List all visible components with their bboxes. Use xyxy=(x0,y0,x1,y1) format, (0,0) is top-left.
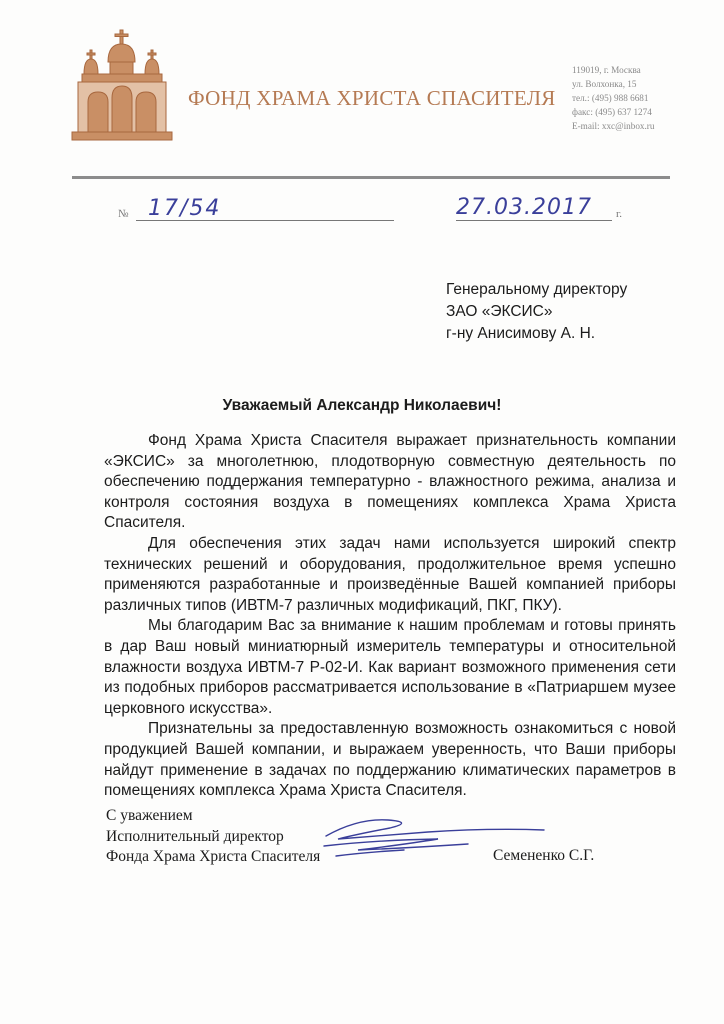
contact-fax: факс: (495) 637 1274 xyxy=(572,107,652,117)
salutation: Уважаемый Александр Николаевич! xyxy=(222,397,502,414)
contact-block xyxy=(572,63,654,133)
closing-org: Фонда Храма Христа Спасителя xyxy=(106,848,321,865)
date-underline xyxy=(456,220,612,221)
addressee-person: г-ну Анисимову А. Н. xyxy=(446,325,596,342)
contact-phone: тел.: (495) 988 6681 xyxy=(572,93,649,103)
contact-email: E-mail: xxc@inbox.ru xyxy=(572,121,655,131)
contact-street: ул. Волхонка, 15 xyxy=(572,79,637,89)
closing-regards: С уважением xyxy=(106,807,193,824)
addressee-company: ЗАО «ЭКСИС» xyxy=(446,303,553,320)
number-label: № xyxy=(118,208,129,220)
addressee-position: Генеральному директору xyxy=(446,281,628,298)
closing-title: Исполнительный директор xyxy=(106,827,284,845)
signer-name: Семененко С.Г. xyxy=(493,847,595,864)
body-paragraph: Признательны за предоставленную возможность ознакомиться с новой продукцией Вашей компании, и выражаем уверенность, что Ваши приборы найдут применение в задачах по поддержанию климатических параметров в помещениях комплекса Храма Христа Спасителя. xyxy=(104,720,676,800)
letter-date: 27.03.2017 xyxy=(456,195,592,220)
body-paragraph: Для обеспечения этих задач нами используется широкий спектр технических решений и оборудования, продолжительное время успешно применяются разработанные и произведённые Вашей компанией приборы различных типов (ИВТМ-7 различных модификаций, ПКГ, ПКУ). xyxy=(104,534,676,614)
addressee-block xyxy=(446,279,627,345)
date-suffix: г. xyxy=(616,208,623,220)
letter-body xyxy=(104,431,676,802)
body-paragraph: Фонд Храма Христа Спасителя выражает признательность компании «ЭКСИС» за многолетнюю, плодотворную совместную деятельность по обеспечению поддержания температурно - влажностного режима, анализа и контроля состояния воздуха в помещениях комплекса Храма Христа Спасителя. xyxy=(104,432,676,532)
body-paragraph: Мы благодарим Вас за внимание к нашим проблемам и готовы принять в дар Ваш новый миниатюрный измеритель температуры и относительной влажности воздуха ИВТМ-7 Р-02-И. Как вариант возможного применения сети из подобных приборов рассматривается использование в «Патриаршем музее церковного искусства». xyxy=(104,617,676,717)
cathedral-icon xyxy=(68,28,176,144)
reference-row xyxy=(118,196,638,226)
org-name: ФОНД ХРАМА ХРИСТА СПАСИТЕЛЯ xyxy=(188,86,556,110)
closing-block xyxy=(106,806,320,868)
header-divider xyxy=(72,176,670,179)
outgoing-number: 17/54 xyxy=(148,196,222,221)
contact-city: 119019, г. Москва xyxy=(572,65,641,75)
